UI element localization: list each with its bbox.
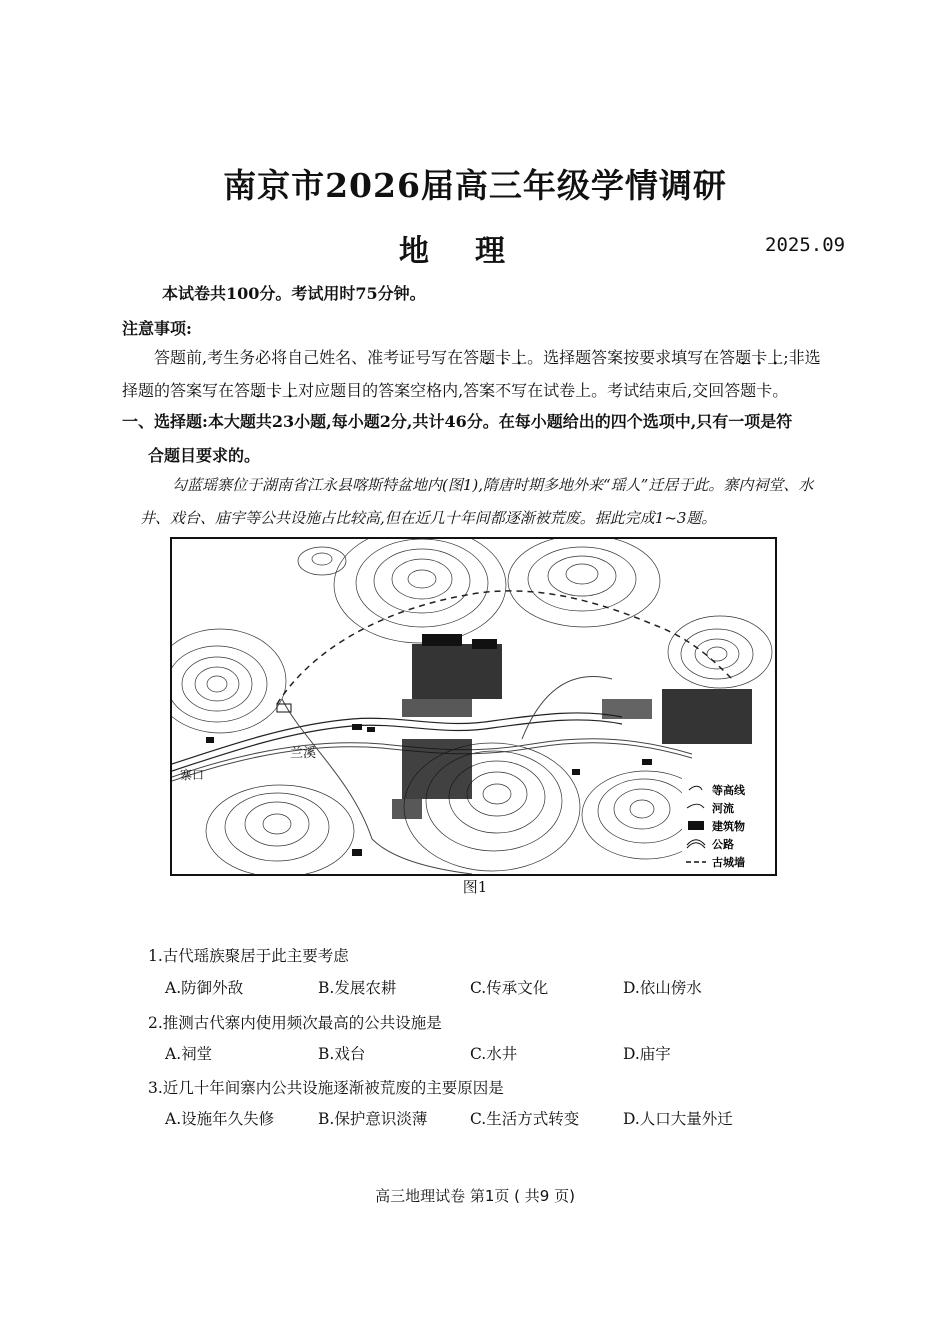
q2-option-a: A.祠堂 — [165, 1045, 213, 1063]
section-heading — [122, 405, 832, 473]
subject-title: 地理 — [399, 234, 551, 269]
legend-contour: 等高线 — [712, 784, 745, 797]
legend-building: 建筑物 — [712, 820, 745, 833]
q2-option-d: D.庙宇 — [623, 1045, 671, 1063]
exam-info: 本试卷共100分。考试用时75分钟。 — [162, 284, 426, 303]
legend-river: 河流 — [712, 802, 734, 815]
q3-option-b: B.保护意识淡薄 — [318, 1110, 428, 1128]
legend-road: 公路 — [712, 838, 734, 851]
q1-option-d: D.依山傍水 — [623, 979, 702, 997]
section-line2: 合题目要求的。 — [148, 446, 261, 465]
emphasis-char: 答 — [234, 381, 251, 400]
notes-seg3: 上。选择题答案按要求填写在 — [511, 348, 720, 367]
emphasis-char: 卡 — [495, 348, 512, 367]
q2-option-b: B.戏台 — [318, 1045, 366, 1063]
q1-option-b: B.发展农耕 — [318, 979, 397, 997]
question-2-stem: 2.推测古代寨内使用频次最高的公共设施是 — [148, 1014, 442, 1032]
notes-seg1: 答题前,考生务必将自己姓名、准考证号写在 — [154, 348, 464, 367]
label-lanxi: 兰溪 — [290, 746, 317, 761]
section-line1: 一、选择题:本大题共23小题,每小题2分,共计46分。在每小题给出的四个选项中,只有一项是符 — [122, 412, 793, 431]
notes-heading: 注意事项: — [122, 319, 192, 338]
figure-caption: 图1 — [462, 878, 488, 896]
page-footer: 高三地理试卷 第1页 ( 共9 页) — [375, 1187, 575, 1205]
emphasis-char: 题 — [479, 348, 496, 367]
q1-option-c: C.传承文化 — [470, 979, 549, 997]
emphasis-char: 答 — [463, 348, 480, 367]
notes-emph3 — [234, 381, 282, 400]
question-3-stem: 3.近几十年间寨内公共设施逐渐被荒废的主要原因是 — [148, 1079, 504, 1097]
q2-option-c: C.水井 — [470, 1045, 518, 1063]
emphasis-char: 题 — [735, 348, 752, 367]
label-zhaikou: 寨口 — [180, 768, 205, 782]
notes-seg7: 上对应题目的答案空格内,答案不写在试卷上。考试结束后,交回答题卡。 — [282, 381, 789, 400]
exam-date: 2025.09 — [765, 234, 846, 256]
notes-emph1 — [463, 348, 511, 367]
emphasis-char: 题 — [250, 381, 267, 400]
question-intro: 勾蓝瑶寨位于湖南省江永县喀斯特盆地内(图1),隋唐时期多地外来“瑶人”迁居于此。寨内祠堂、水井、戏台、庙宇等公共设施占比较高,但在近几十年间都逐渐被荒废。据此完成1~3题。 — [140, 476, 814, 527]
q3-option-d: D.人口大量外迁 — [623, 1110, 733, 1128]
legend-wall: 古城墙 — [712, 856, 745, 869]
q3-option-a: A.设施年久失修 — [165, 1110, 275, 1128]
map-legend — [682, 777, 774, 873]
emphasis-char: 卡 — [751, 348, 768, 367]
notes-paragraph — [122, 341, 832, 407]
building-clusters — [206, 634, 752, 856]
notes-seg5: 上;非选择题的答案写在 — [122, 348, 821, 400]
emphasis-char: 答 — [719, 348, 736, 367]
legend-building-symbol — [688, 821, 704, 830]
q3-option-c: C.生活方式转变 — [470, 1110, 580, 1128]
q1-option-a: A.防御外敌 — [165, 979, 244, 997]
question-1-stem: 1.古代瑶族聚居于此主要考虑 — [148, 947, 349, 965]
contour-map-graphic — [172, 539, 775, 874]
exam-title: 南京市2026届高三年级学情调研 — [223, 166, 727, 205]
notes-emph2 — [719, 348, 767, 367]
village-map — [170, 537, 777, 876]
emphasis-char: 卡 — [266, 381, 283, 400]
ancient-wall-line — [277, 591, 732, 704]
